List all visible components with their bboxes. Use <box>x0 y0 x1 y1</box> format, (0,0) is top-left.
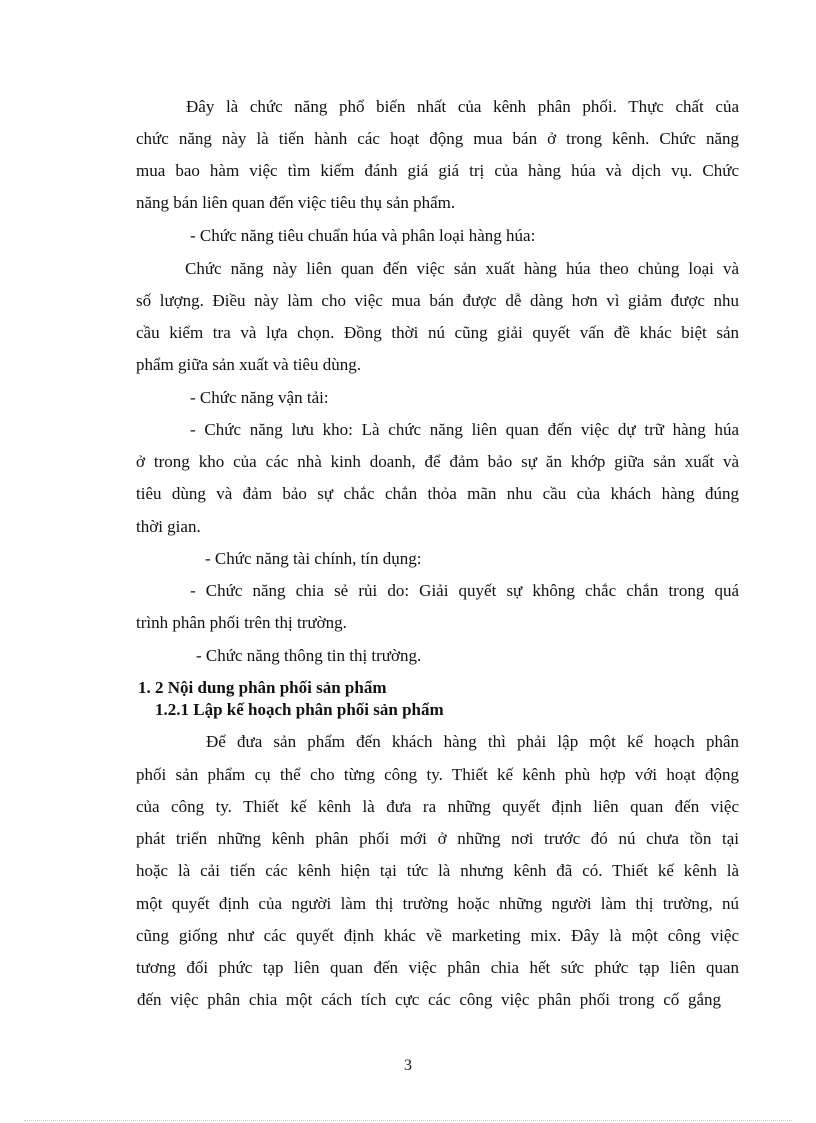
paragraph-line: mua bao hàm việc tìm kiếm đánh giá giá trị của hàng húa và dịch vụ. Chức <box>136 161 739 180</box>
paragraph-line: ở trong kho của các nhà kinh doanh, để đảm bảo sự ăn khớp giữa sản xuất và <box>136 452 739 471</box>
page-bottom-divider <box>24 1120 792 1121</box>
paragraph-line: thời gian. <box>136 517 201 536</box>
paragraph-line: phát triển những kênh phân phối mới ở những nơi trước đó nú chưa tồn tại <box>136 829 739 848</box>
page-number: 3 <box>404 1057 412 1074</box>
list-item: - Chức năng lưu kho: Là chức năng liên quan đến việc dự trữ hàng húa <box>190 420 739 439</box>
paragraph-line: hoặc là cải tiến các kênh hiện tại tức là nhưng kênh đã có. Thiết kế kênh là <box>136 861 739 880</box>
paragraph-line: một quyết định của người làm thị trường hoặc những người làm thị trường, nú <box>136 894 739 913</box>
paragraph-line: tương đối phức tạp liên quan đến việc phân chia hết sức phức tạp liên quan <box>136 958 739 977</box>
paragraph-line: cầu kiểm tra và lựa chọn. Đồng thời nú cũng giải quyết vấn đề khác biệt sản <box>136 323 739 342</box>
paragraph-line: phẩm giữa sản xuất và tiêu dùng. <box>136 355 361 374</box>
paragraph-line: Đây là chức năng phổ biến nhất của kênh phân phối. Thực chất của <box>186 97 739 116</box>
section-heading: 1. 2 Nội dung phân phối sản phẩm <box>138 678 387 697</box>
paragraph-line: trình phân phối trên thị trường. <box>136 613 347 632</box>
paragraph-line: phối sản phẩm cụ thể cho từng công ty. Thiết kế kênh phù hợp với hoạt động <box>136 765 739 784</box>
list-item: - Chức năng tài chính, tín dụng: <box>205 549 422 568</box>
paragraph-line: của công ty. Thiết kế kênh là đưa ra những quyết định liên quan đến việc <box>136 797 739 816</box>
list-item: - Chức năng vận tải: <box>190 388 329 407</box>
list-item: - Chức năng thông tin thị trường. <box>196 646 422 665</box>
paragraph-line: đến việc phân chia một cách tích cực các công việc phân phối trong cố gắng <box>137 990 721 1009</box>
paragraph-line: chức năng này là tiến hành các hoạt động mua bán ở trong kênh. Chức năng <box>136 129 739 148</box>
paragraph-line: năng bán liên quan đến việc tiêu thụ sản phẩm. <box>136 193 456 212</box>
paragraph-line: Chức năng này liên quan đến việc sản xuất hàng húa theo chủng loại và <box>185 259 739 278</box>
paragraph-line: Để đưa sản phẩm đến khách hàng thì phải lập một kế hoạch phân <box>206 732 739 751</box>
paragraph-line: cũng giống như các quyết định khác về marketing mix. Đây là một công việc <box>136 926 739 945</box>
list-item: - Chức năng chia sẻ rủi do: Giải quyết sự không chắc chắn trong quá <box>190 581 739 600</box>
list-item: - Chức năng tiêu chuẩn húa và phân loại hàng húa: <box>190 226 536 245</box>
paragraph-line: số lượng. Điều này làm cho việc mua bán được dễ dàng hơn vì giảm được nhu <box>136 291 739 310</box>
subsection-heading: 1.2.1 Lập kế hoạch phân phối sản phẩm <box>155 700 444 719</box>
paragraph-line: tiêu dùng và đảm bảo sự chắc chắn thỏa mãn nhu cầu của khách hàng đúng <box>136 484 739 503</box>
